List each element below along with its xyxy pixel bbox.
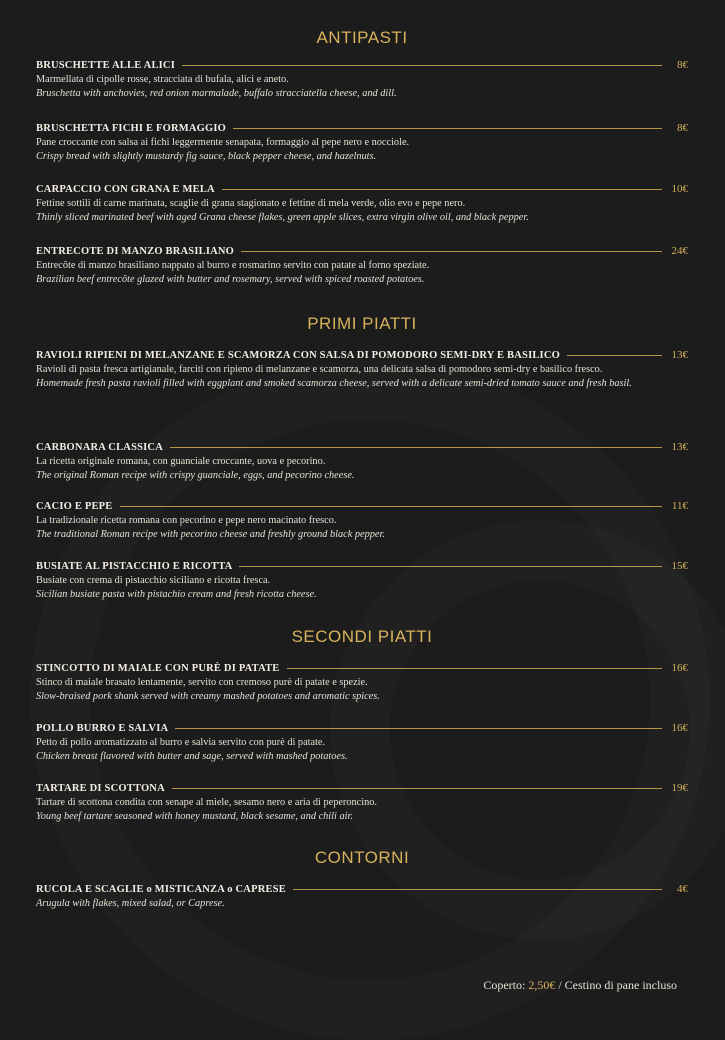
section-title-contorni: CONTORNI: [314, 848, 410, 867]
leader-line: [182, 65, 662, 66]
item-name: CACIO E PEPE: [36, 500, 113, 512]
item-description-it: La ricetta originale romana, con guanciale croccante, uova e pecorino.: [36, 456, 326, 467]
leader-line: [287, 668, 663, 669]
item-description-it: Pane croccante con salsa ai fichi leggermente senapata, formaggio al pepe nero e nocciole.: [36, 137, 410, 148]
item-description-en: Slow-braised pork shank served with creamy mashed potatoes and aromatic spices.: [36, 690, 380, 702]
cover-charge-detail: / Cestino di pane incluso: [558, 978, 677, 992]
item-price: 8€: [677, 122, 688, 134]
item-price: 24€: [671, 245, 688, 257]
item-description-en: Thinly sliced marinated beef with aged Grana cheese flakes, green apple slices, extra virgin olive oil, and black pepper.: [36, 211, 529, 223]
menu-item: [36, 781, 688, 823]
item-name: TARTARE DI SCOTTONA: [36, 782, 165, 794]
leader-line: [172, 788, 662, 789]
cover-charge-label: Coperto:: [483, 978, 526, 992]
menu-item: [36, 182, 688, 224]
item-name: RAVIOLI RIPIENI DI MELANZANE E SCAMORZA CON SALSA DI POMODORO SEMI-DRY E BASILICO: [36, 349, 560, 361]
leader-line: [175, 728, 662, 729]
item-description-it: Entrecôte di manzo brasiliano nappato al burro e rosmarino servito con patate al forno speziate.: [36, 260, 430, 271]
item-name: RUCOLA E SCAGLIE o MISTICANZA o CAPRESE: [36, 883, 286, 895]
item-description-en: The original Roman recipe with crispy guanciale, eggs, and pecorino cheese.: [36, 469, 355, 481]
item-name: POLLO BURRO E SALVIA: [36, 722, 169, 734]
section-title-primi: PRIMI PIATTI: [307, 314, 417, 333]
menu-item: [36, 559, 688, 601]
item-price: 8€: [677, 59, 688, 71]
item-price: 13€: [671, 349, 688, 361]
leader-line: [233, 128, 662, 129]
item-description-it: La tradizionale ricetta romana con pecorino e pepe nero macinato fresco.: [36, 515, 337, 526]
section-title-secondi: SECONDI PIATTI: [291, 627, 433, 646]
item-description-it: Busiate con crema di pistacchio siciliano e ricotta fresca.: [36, 575, 271, 586]
item-price: 10€: [671, 183, 688, 195]
leader-line: [239, 566, 662, 567]
leader-line: [120, 506, 663, 507]
item-price: 13€: [671, 441, 688, 453]
item-name: CARBONARA CLASSICA: [36, 441, 163, 453]
item-name: ENTRECOTE DI MANZO BRASILIANO: [36, 245, 235, 257]
item-description-en: Homemade fresh pasta ravioli filled with eggplant and smoked scamorza cheese, served with a delicate semi-dried tomato sauce and fresh basil.: [36, 377, 632, 389]
item-description-it: Tartare di scottona condita con senape al miele, sesamo nero e aria di peperoncino.: [36, 797, 377, 808]
item-description-en: Bruschetta with anchovies, red onion marmalade, buffalo stracciatella cheese, and dill.: [36, 87, 397, 99]
item-description-it: Stinco di maiale brasato lentamente, servito con cremoso purè di patate e spezie.: [36, 677, 368, 688]
item-price: 16€: [671, 662, 688, 674]
menu-item: [36, 440, 688, 482]
item-description-en: Arugula with flakes, mixed salad, or Caprese.: [36, 898, 225, 909]
leader-line: [241, 251, 662, 252]
menu-item: [36, 661, 688, 703]
item-price: 11€: [671, 500, 688, 512]
leader-line: [293, 889, 662, 890]
item-description-en: Brazilian beef entrecôte glazed with butter and rosemary, served with spiced roasted potatoes.: [36, 273, 425, 285]
item-description-en: Sicilian busiate pasta with pistachio cream and fresh ricotta cheese.: [36, 588, 317, 600]
item-description-en: Chicken breast flavored with butter and sage, served with mashed potatoes.: [36, 750, 348, 762]
cover-charge-note: [483, 978, 677, 993]
item-price: 15€: [671, 560, 688, 572]
item-price: 19€: [671, 782, 688, 794]
menu-item: [36, 58, 688, 100]
menu-item: [36, 348, 688, 390]
leader-line: [567, 355, 662, 356]
item-description-it: Fettine sottili di carne marinata, scaglie di grana stagionato e fettine di mela verde, olio evo e pepe nero.: [36, 198, 466, 209]
menu-item: [36, 244, 688, 286]
item-name: STINCOTTO DI MAIALE CON PURЀ DI PATATE: [36, 662, 280, 674]
leader-line: [170, 447, 662, 448]
item-description-en: Crispy bread with slightly mustardy fig sauce, black pepper cheese, and hazelnuts.: [36, 150, 377, 162]
item-description-it: Marmellata di cipolle rosse, stracciata di bufala, alici e aneto.: [36, 74, 289, 85]
section-title-antipasti: ANTIPASTI: [316, 28, 408, 47]
item-name: BRUSCHETTE ALLE ALICI: [36, 59, 175, 71]
item-description-en: Young beef tartare seasoned with honey mustard, black sesame, and chili air.: [36, 810, 353, 822]
menu-item: [36, 121, 688, 163]
item-name: BUSIATE AL PISTACCHIO E RICOTTA: [36, 560, 233, 572]
cover-charge-amount: 2,50€: [528, 978, 556, 992]
item-description-en: The traditional Roman recipe with pecorino cheese and freshly ground black pepper.: [36, 528, 385, 540]
item-price: 16€: [671, 722, 688, 734]
menu-item: [36, 882, 688, 911]
item-price: 4€: [677, 883, 688, 895]
menu-item: [36, 721, 688, 763]
item-name: BRUSCHETTA FICHI E FORMAGGIO: [36, 122, 227, 134]
leader-line: [222, 189, 662, 190]
item-name: CARPACCIO CON GRANA E MELA: [36, 183, 215, 195]
item-description-it: Petto di pollo aromatizzato al burro e salvia servito con purè di patate.: [36, 737, 326, 748]
item-description-it: Ravioli di pasta fresca artigianale, farciti con ripieno di melanzane e scamorza, una delicata salsa di pomodoro semi-dry e basilico fresco.: [36, 364, 603, 375]
menu-item: [36, 499, 688, 541]
